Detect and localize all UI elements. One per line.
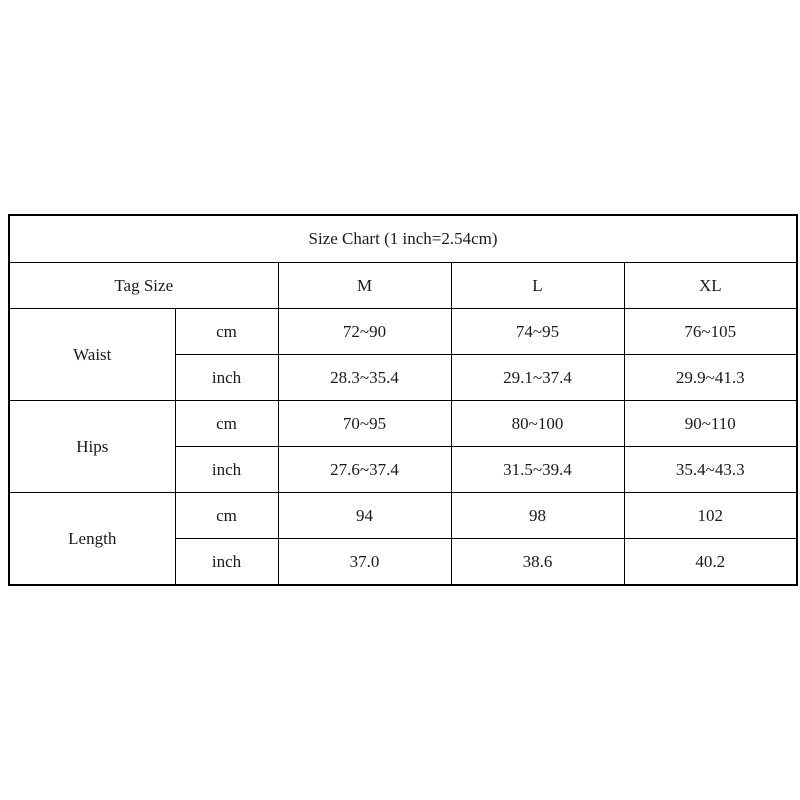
table-cell: 70~95 [278,401,451,447]
table-cell: 28.3~35.4 [278,355,451,401]
unit-label: inch [175,355,278,401]
table-cell: 29.1~37.4 [451,355,624,401]
table-cell: 80~100 [451,401,624,447]
header-row [9,263,797,309]
table-cell: 94 [278,493,451,539]
table-cell: 35.4~43.3 [624,447,797,493]
table-cell: 74~95 [451,309,624,355]
table-row [9,493,797,539]
table-title: Size Chart (1 inch=2.54cm) [9,215,797,263]
unit-label: inch [175,539,278,586]
table-cell: 98 [451,493,624,539]
unit-label: cm [175,401,278,447]
unit-label: cm [175,493,278,539]
table-cell: 27.6~37.4 [278,447,451,493]
unit-label: inch [175,447,278,493]
table-row [9,309,797,355]
measure-label-length: Length [9,493,175,586]
table-cell: 76~105 [624,309,797,355]
table-cell: 40.2 [624,539,797,586]
table-cell: 90~110 [624,401,797,447]
table-cell: 38.6 [451,539,624,586]
table-cell: 72~90 [278,309,451,355]
measure-label-waist: Waist [9,309,175,401]
table-cell: 29.9~41.3 [624,355,797,401]
title-row [9,215,797,263]
table-cell: 102 [624,493,797,539]
size-header-m: M [278,263,451,309]
table-cell: 37.0 [278,539,451,586]
size-chart-table [8,214,798,586]
unit-label: cm [175,309,278,355]
table-cell: 31.5~39.4 [451,447,624,493]
size-header-l: L [451,263,624,309]
measure-label-hips: Hips [9,401,175,493]
size-header-xl: XL [624,263,797,309]
tag-size-header: Tag Size [9,263,278,309]
table-row [9,401,797,447]
